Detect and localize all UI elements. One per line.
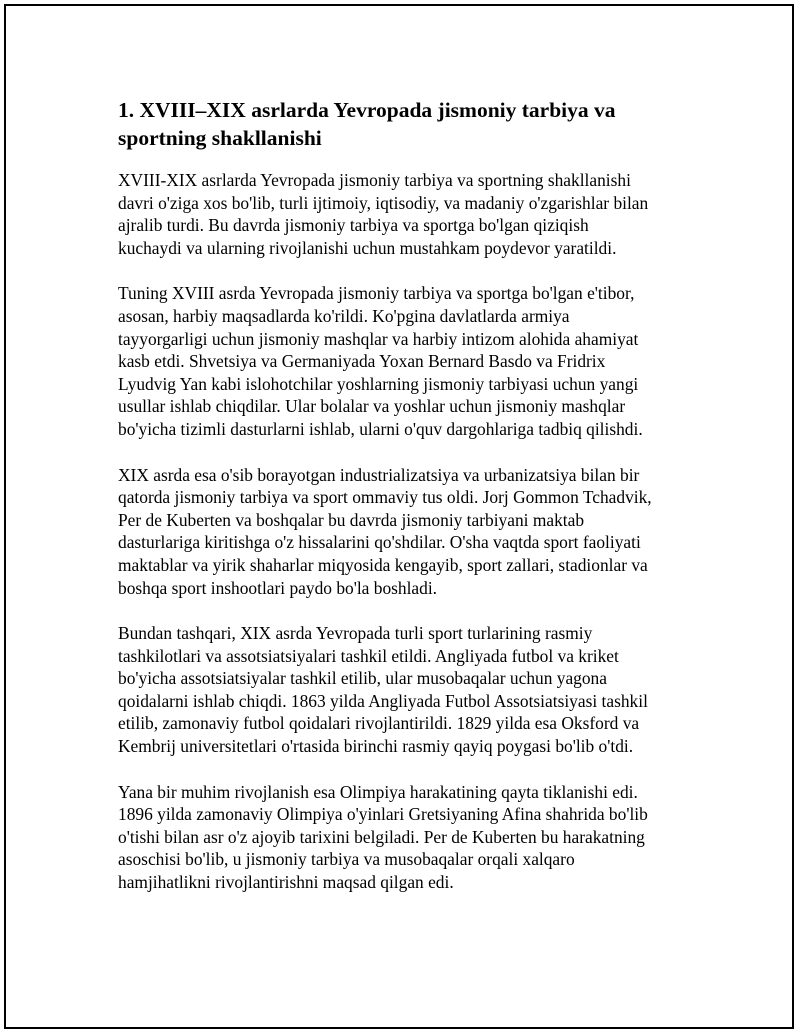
text-line: maktablar va yirik shaharlar miqyosida kengayib, sport zallari, stadionlar va xyxy=(118,554,648,575)
text-line: tashkilotlari va assotsiatsiyalari tashkil etildi. Angliyada futbol va kriket xyxy=(118,645,619,666)
heading-line: sportning shakllanishi xyxy=(118,126,322,150)
paragraph-4 xyxy=(118,622,688,758)
text-line: dasturlariga kiritishga o'z hissalarini qo'shdilar. O'sha vaqtda sport faoliyati xyxy=(118,532,641,553)
text-line: asosan, harbiy maqsadlarda ko'rildi. Ko'pgina davlatlarda armiya xyxy=(118,305,570,326)
text-line: kuchaydi va ularning rivojlanishi uchun mustahkam poydevor yaratildi. xyxy=(118,237,617,258)
paragraph-2 xyxy=(118,282,688,440)
text-line: o'tishi bilan asr o'z ajoyib tarixini belgiladi. Per de Kuberten bu harakatning xyxy=(118,826,645,847)
text-line: Kembrij universitetlari o'rtasida birinchi rasmiy qayiq poygasi bo'lib o'tdi. xyxy=(118,736,634,757)
paragraph-1 xyxy=(118,169,688,259)
text-line: Tuning XVIII asrda Yevropada jismoniy tarbiya va sportga bo'lgan e'tibor, xyxy=(118,283,635,304)
heading-line: 1. XVIII–XIX asrlarda Yevropada jismoniy tarbiya va xyxy=(118,98,616,122)
text-line: boshqa sport inshootlari paydo bo'la boshladi. xyxy=(118,577,438,598)
text-line: qoidalarni ishlab chiqdi. 1863 yilda Angliyada Futbol Assotsiatsiyasi tashkil xyxy=(118,690,648,711)
text-line: tayyorgarligi uchun jismoniy mashqlar va harbiy intizom alohida ahamiyat xyxy=(118,328,639,349)
text-line: usullar ishlab chiqdilar. Ular bolalar va yoshlar uchun jismoniy mashqlar xyxy=(118,396,626,417)
text-line: Per de Kuberten va boshqalar bu davrda jismoniy tarbiyani maktab xyxy=(118,509,585,530)
section-heading xyxy=(118,96,688,152)
text-line: Lyudvig Yan kabi islohotchilar yoshlarning jismoniy tarbiyasi uchun yangi xyxy=(118,373,639,394)
text-line: XVIII-XIX asrlarda Yevropada jismoniy tarbiya va sportning shakllanishi xyxy=(118,170,631,190)
text-line: kasb etdi. Shvetsiya va Germaniyada Yoxan Bernard Basdo va Fridrix xyxy=(118,351,606,372)
text-line: asoschisi bo'lib, u jismoniy tarbiya va musobaqalar orqali xalqaro xyxy=(118,849,575,870)
text-line: 1896 yilda zamonaviy Olimpiya o'yinlari Gretsiyaning Afina shahrida bo'lib xyxy=(118,804,648,825)
text-line: ajralib turdi. Bu davrda jismoniy tarbiya va sportga bo'lgan qiziqish xyxy=(118,215,589,236)
text-line: qatorda jismoniy tarbiya va sport ommaviy tus oldi. Jorj Gommon Tchadvik, xyxy=(118,487,652,508)
text-line: bo'yicha assotsiatsiyalar tashkil etilib, ular musobaqalar uchun yagona xyxy=(118,668,607,689)
text-line: davri o'ziga xos bo'lib, turli ijtimoiy, iqtisodiy, va madaniy o'zgarishlar bilan xyxy=(118,192,649,213)
document-body xyxy=(118,96,688,917)
text-line: etilib, zamonaviy futbol qoidalari rivojlantirildi. 1829 yilda esa Oksford va xyxy=(118,713,640,734)
text-line: hamjihatlikni rivojlantirishni maqsad qilgan edi. xyxy=(118,872,454,893)
text-line: Bundan tashqari, XIX asrda Yevropada turli sport turlarining rasmiy xyxy=(118,623,593,644)
text-line: XIX asrda esa o'sib borayotgan industrializatsiya va urbanizatsiya bilan bir xyxy=(118,464,640,485)
text-line: Yana bir muhim rivojlanish esa Olimpiya harakatining qayta tiklanishi edi. xyxy=(118,781,638,802)
paragraph-5 xyxy=(118,781,688,894)
paragraph-3 xyxy=(118,464,688,600)
text-line: bo'yicha tizimli dasturlarni ishlab, ularni o'quv dargohlariga tadbiq qilishdi. xyxy=(118,418,643,439)
